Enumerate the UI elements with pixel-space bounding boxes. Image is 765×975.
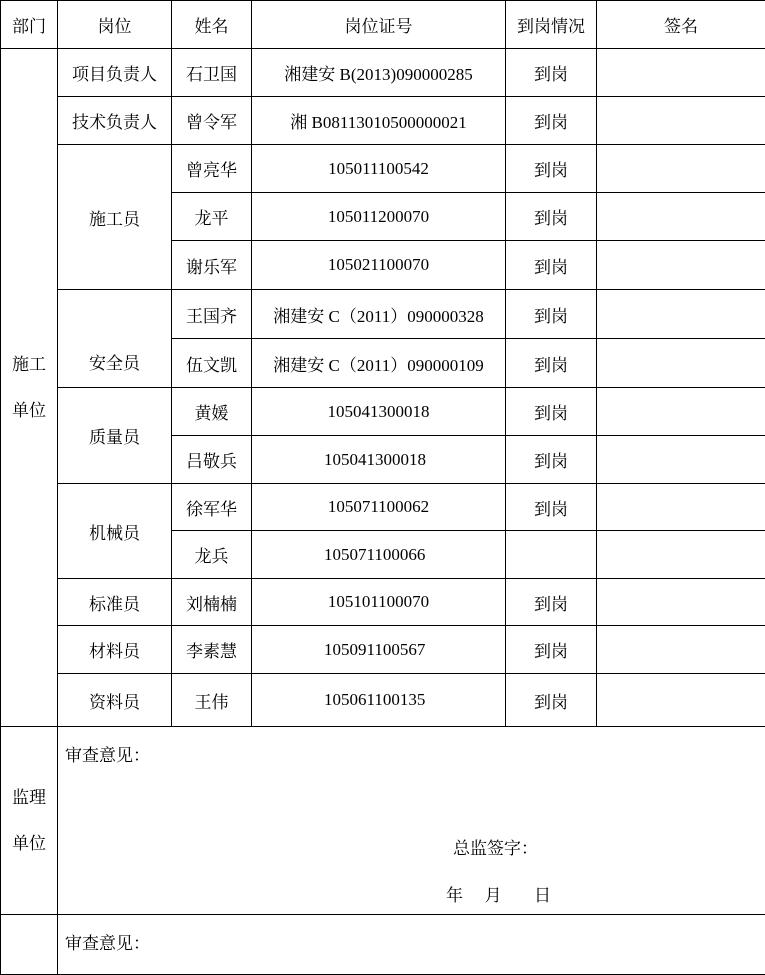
status-cell: 到岗 bbox=[506, 579, 597, 626]
certificate-cell: 湘建安 C（2011）090000109 bbox=[252, 339, 506, 388]
position-cell: 资料员 bbox=[58, 674, 172, 727]
status-cell: 到岗 bbox=[506, 484, 597, 531]
signature-cell[interactable] bbox=[597, 388, 765, 436]
name-cell: 王国齐 bbox=[172, 290, 252, 339]
signature-cell[interactable] bbox=[597, 145, 765, 193]
position-cell: 机械员 bbox=[58, 484, 172, 579]
status-cell: 到岗 bbox=[506, 339, 597, 388]
name-cell: 曾亮华 bbox=[172, 145, 252, 193]
header-certificate: 岗位证号 bbox=[252, 1, 506, 49]
supervision-review-cell[interactable] bbox=[58, 727, 765, 915]
construction-unit-label-line1: 施工 bbox=[1, 342, 57, 388]
certificate-cell: 105101100070 bbox=[252, 579, 506, 626]
name-cell: 曾令军 bbox=[172, 97, 252, 145]
supervision-unit-label-line1: 监理 bbox=[1, 775, 57, 821]
header-department: 部门 bbox=[1, 1, 58, 49]
status-cell: 到岗 bbox=[506, 290, 597, 339]
construction-unit-cell bbox=[1, 49, 58, 727]
table-row bbox=[1, 290, 765, 339]
certificate-cell: 105021100070 bbox=[252, 241, 506, 290]
supervision-row bbox=[1, 727, 765, 915]
signature-cell[interactable] bbox=[597, 49, 765, 97]
supervision-unit-label-line2: 单位 bbox=[1, 821, 57, 867]
table-row bbox=[1, 579, 765, 626]
status-cell: 到岗 bbox=[506, 49, 597, 97]
certificate-cell: 105071100062 bbox=[252, 484, 506, 531]
certificate-cell: 105041300018 bbox=[252, 388, 506, 436]
name-cell: 李素慧 bbox=[172, 626, 252, 674]
certificate-cell: 105061100135 bbox=[252, 674, 506, 727]
review-opinion-label-2: 审查意见： bbox=[65, 929, 150, 954]
certificate-cell: 湘建安 C（2011）090000328 bbox=[252, 290, 506, 339]
certificate-cell: 105011200070 bbox=[252, 193, 506, 241]
status-cell: 到岗 bbox=[506, 626, 597, 674]
certificate-cell: 湘建安 B(2013)090000285 bbox=[252, 49, 506, 97]
name-cell: 刘楠楠 bbox=[172, 579, 252, 626]
signature-cell[interactable] bbox=[597, 436, 765, 484]
review-opinion-label: 审查意见： bbox=[65, 741, 150, 766]
status-cell bbox=[506, 531, 597, 579]
table-row bbox=[1, 484, 765, 531]
table-row bbox=[1, 145, 765, 193]
name-cell: 石卫国 bbox=[172, 49, 252, 97]
name-cell: 吕敬兵 bbox=[172, 436, 252, 484]
status-cell: 到岗 bbox=[506, 241, 597, 290]
position-cell: 材料员 bbox=[58, 626, 172, 674]
name-cell: 龙平 bbox=[172, 193, 252, 241]
position-cell: 项目负责人 bbox=[58, 49, 172, 97]
status-cell: 到岗 bbox=[506, 388, 597, 436]
certificate-cell: 105091100567 bbox=[252, 626, 506, 674]
signature-cell[interactable] bbox=[597, 241, 765, 290]
header-position: 岗位 bbox=[58, 1, 172, 49]
certificate-cell: 湘 B08113010500000021 bbox=[252, 97, 506, 145]
table-row bbox=[1, 97, 765, 145]
header-signature: 签名 bbox=[597, 1, 765, 49]
status-cell: 到岗 bbox=[506, 436, 597, 484]
status-cell: 到岗 bbox=[506, 97, 597, 145]
name-cell: 王伟 bbox=[172, 674, 252, 727]
next-section-review-cell[interactable] bbox=[58, 915, 765, 975]
signature-cell[interactable] bbox=[597, 531, 765, 579]
construction-unit-label-line2: 单位 bbox=[1, 388, 57, 434]
position-cell: 施工员 bbox=[58, 145, 172, 290]
position-cell: 标准员 bbox=[58, 579, 172, 626]
name-cell: 伍文凯 bbox=[172, 339, 252, 388]
status-cell: 到岗 bbox=[506, 674, 597, 727]
supervision-unit-cell bbox=[1, 727, 58, 915]
signature-cell[interactable] bbox=[597, 339, 765, 388]
position-cell: 质量员 bbox=[58, 388, 172, 484]
name-cell: 龙兵 bbox=[172, 531, 252, 579]
signature-cell[interactable] bbox=[597, 290, 765, 339]
certificate-cell: 105041300018 bbox=[252, 436, 506, 484]
signature-cell[interactable] bbox=[597, 579, 765, 626]
name-cell: 黄媛 bbox=[172, 388, 252, 436]
review-date-line: 年 月 日 bbox=[446, 881, 551, 906]
signature-cell[interactable] bbox=[597, 626, 765, 674]
status-cell: 到岗 bbox=[506, 193, 597, 241]
table-row bbox=[1, 674, 765, 727]
certificate-cell: 105071100066 bbox=[252, 531, 506, 579]
signature-cell[interactable] bbox=[597, 484, 765, 531]
table-row bbox=[1, 49, 765, 97]
position-cell: 安全员 bbox=[58, 290, 172, 388]
status-cell: 到岗 bbox=[506, 145, 597, 193]
name-cell: 徐军华 bbox=[172, 484, 252, 531]
chief-supervisor-signature-label: 总监签字： bbox=[453, 834, 538, 859]
next-section-row bbox=[1, 915, 765, 975]
signature-cell[interactable] bbox=[597, 674, 765, 727]
signature-cell[interactable] bbox=[597, 193, 765, 241]
header-row bbox=[1, 1, 765, 49]
certificate-cell: 105011100542 bbox=[252, 145, 506, 193]
signature-cell[interactable] bbox=[597, 97, 765, 145]
table-row bbox=[1, 626, 765, 674]
table-row bbox=[1, 388, 765, 436]
name-cell: 谢乐军 bbox=[172, 241, 252, 290]
next-section-department-cell bbox=[1, 915, 58, 975]
header-status: 到岗情况 bbox=[506, 1, 597, 49]
position-cell: 技术负责人 bbox=[58, 97, 172, 145]
header-name: 姓名 bbox=[172, 1, 252, 49]
